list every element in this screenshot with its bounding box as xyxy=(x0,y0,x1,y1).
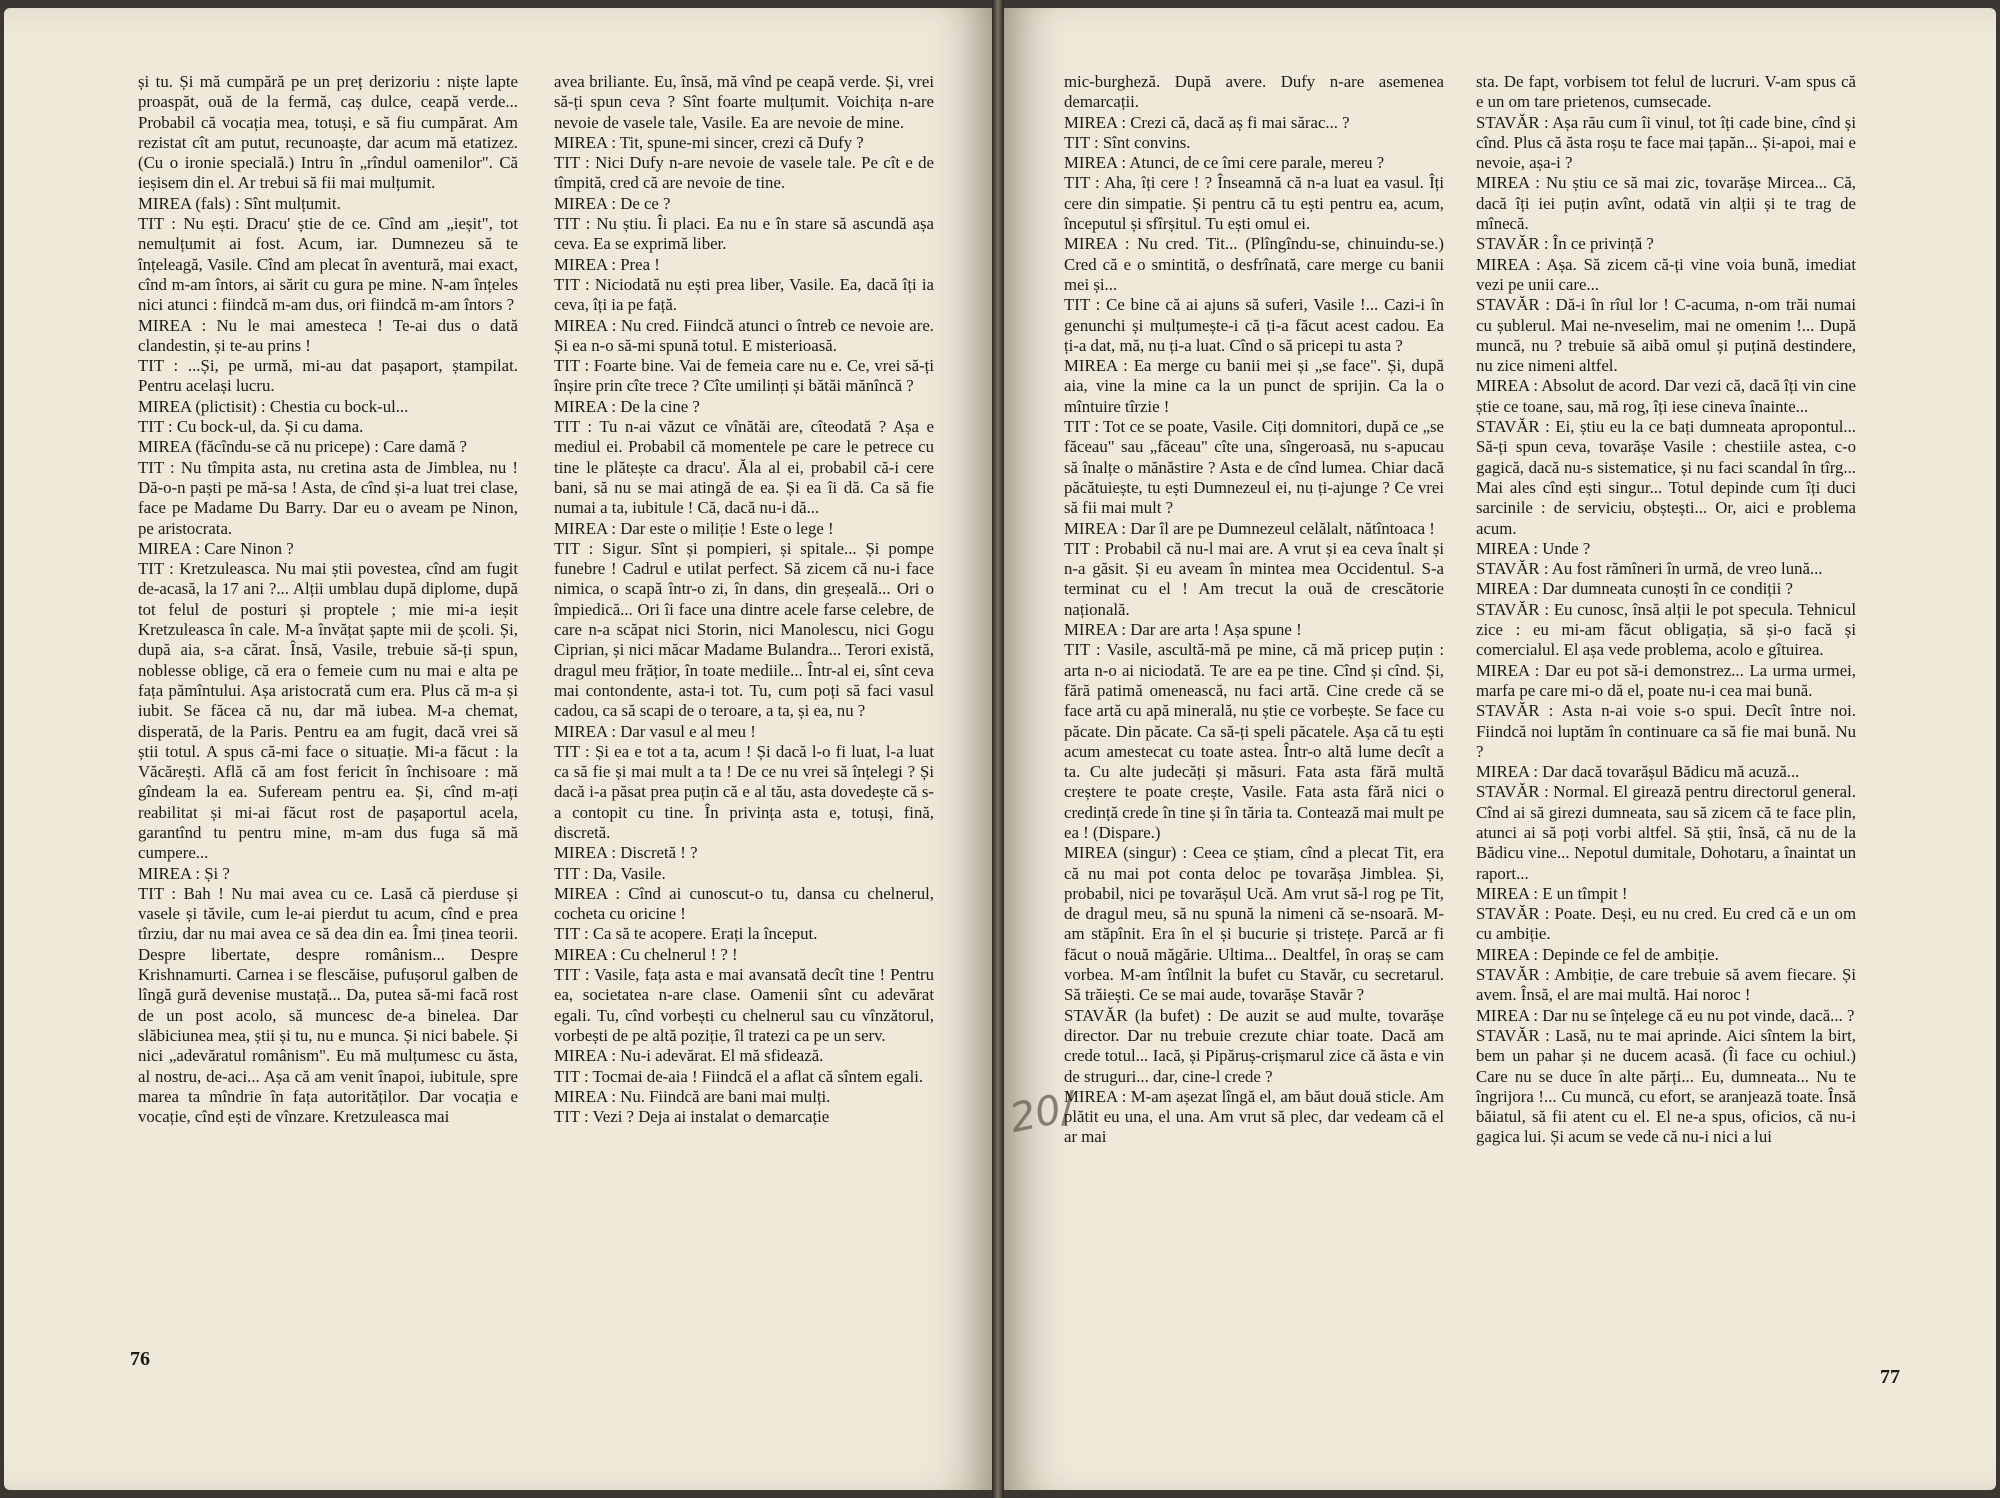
right-page xyxy=(1004,8,1996,1490)
dialogue-paragraph: TIT : Sînt convins. xyxy=(1064,132,1191,152)
dialogue-paragraph: TIT : Sigur. Sînt și pompieri, și spitale... Și pompe funebre ! Cadrul e utilat perfect. Să zicem că nu-i face nimica, o scapă într-o zi, în dans, din greșeală... Ori o împiedică... Ori îi face una dintre acele farse celebre, de care n-a scăpat nici Storin, nici Manolescu, nici Gogu Ciprian, și nici măcar Madame Bulandra... Terori există, dragul meu frățior, în toate mediile... Într-al ei, sînt ceva mai contondente, asta-i tot. Tu, cum poți să faci vasul cadou, ca să scapi de o teroare, a ta, și ea, nu ? xyxy=(554,538,934,721)
dialogue-paragraph: TIT : Da, Vasile. xyxy=(554,863,666,883)
dialogue-paragraph: MIREA : Prea ! xyxy=(554,254,660,274)
page-number: 77 xyxy=(1880,1366,1900,1388)
dialogue-paragraph: MIREA (singur) : Ceea ce știam, cînd a plecat Tit, era că nu mai pot conta deloc pe tovarășa Jimblea. Și, probabil, nici pe tovarășul Ucă. Am vrut să-l rog pe Tit, de dragul meu, să nu spună la nimeni că se-nsoară. M-am stăpînit. Era în el și bucurie și tristețe. Parcă ar fi făcut o nouă măgărie. Ultima... Dealtfel, în oraș se cam vorbea. M-am întîlnit la bufet cu Stavăr, cu secretarul. Să trăiești. Ce se mai aude, tovarășe Stavăr ? xyxy=(1064,843,1444,1005)
dialogue-paragraph: MIREA : Dar eu pot să-i demonstrez... La urma urmei, marfa pe care mi-o dă el, poate nu-i cea mai bună. xyxy=(1476,660,1856,700)
dialogue-paragraph: STAVĂR : Asta n-ai voie s-o spui. Decît între noi. Fiindcă noi luptăm în continuare ca să fie mai bună. Nu ? xyxy=(1476,701,1856,761)
dialogue-paragraph: MIREA : Atunci, de ce îmi cere parale, mereu ? xyxy=(1064,153,1385,173)
dialogue-paragraph: TIT : Nici Dufy n-are nevoie de vasele tale. Pe cît e de tîmpită, cred că are nevoie de tine. xyxy=(554,153,934,193)
dialogue-paragraph: STAVĂR : Eu cunosc, însă alții le pot specula. Tehnicul zice : eu mi-am făcut obligația, să și-o facă și comercialul. El așa vede problema, acolo e gîtuirea. xyxy=(1476,599,1856,660)
dialogue-paragraph: MIREA : Și ? xyxy=(138,863,230,883)
dialogue-paragraph: TIT : Bah ! Nu mai avea cu ce. Lasă că pierduse și vasele și tăvile, cum le-ai pierdut tu acum, cînd e prea tîrziu, dar nu mai avea ce să dea din ea. Îmi ținea teorii. Despre libertate, despre românism... Despre Krishnamurti. Carnea i se flescăise, pufușorul galben de lîngă gură devenise mustață... Da, putea să-mi facă rost de un post acolo, să muncesc de-a binelea. Dar slăbiciunea mea, știi și tu, nu e munca. Și nici babele. Și nici „adevăratul românism". Eu mă mulțumesc cu ăsta, al nostru, de-aci... Așa că am venit înapoi, iubitule, spre marea ta mîndrie în fața autorităților. Dar vocația e vocație, cînd ești de vînzare. Kretzuleasca mai xyxy=(138,883,518,1127)
dialogue-paragraph: STAVĂR : Normal. El girează pentru directorul general. Cînd ai să girezi dumneata, sau să zicem că te face plin, atunci ai să poți vorbi altfel. Să știi, însă, că nu de la Bădicu vine... Nepotul dumitale, Dohotaru, a înaintat un raport... xyxy=(1476,782,1856,883)
left-page-column-1 xyxy=(138,72,518,1127)
dialogue-paragraph: STAVĂR : Poate. Deși, eu nu cred. Eu cred că e un om cu ambiție. xyxy=(1476,904,1856,944)
dialogue-paragraph: TIT : Vezi ? Deja ai instalat o demarcație xyxy=(554,1107,830,1127)
dialogue-paragraph: TIT : Niciodată nu ești prea liber, Vasile. Ea, dacă îți ia ceva, îți ia pe față. xyxy=(554,274,934,315)
right-page-column-2 xyxy=(1476,72,1856,1148)
dialogue-paragraph: STAVĂR : Lasă, nu te mai aprinde. Aici sîntem la birt, bem un pahar și ne ducem acasă. (Îi face cu ochiul.) Care nu se duce în alte părți... Eu, dumneata... Nu te îngrijora !... Cu muncă, cu efort, se aranjează toate. Însă băiatul, să fii atent cu el. El ne-a spus, oficios, că nu-i gagica lui. Și acum se vede că nu-i nici a lui xyxy=(1476,1025,1856,1147)
dialogue-paragraph: MIREA : Absolut de acord. Dar vezi că, dacă îți vin cine știe ce toane, sau, mă rog, îți iese cineva înainte... xyxy=(1476,376,1856,416)
dialogue-paragraph: STAVĂR : Au fost rămîneri în urmă, de vreo lună... xyxy=(1476,559,1823,579)
dialogue-paragraph: MIREA : E un tîmpit ! xyxy=(1476,883,1628,903)
dialogue-paragraph: MIREA : Dar dacă tovarășul Bădicu mă acuză... xyxy=(1476,762,1800,782)
dialogue-paragraph: TIT : Nu tîmpita asta, nu cretina asta de Jimblea, nu ! Dă-o-n paști pe mă-sa ! Asta, de cînd și-a luat trei clase, face pe Madame Du Barry. Dar eu o aveam pe Ninon, pe aristocrata. xyxy=(138,457,518,538)
dialogue-paragraph: STAVĂR : Așa rău cum îi vinul, tot îți cade bine, cînd și cînd. Plus că ăsta roșu te face mai țapăn... Și-apoi, mai e nevoie, așa-i ? xyxy=(1476,112,1856,173)
dialogue-paragraph: MIREA : Crezi că, dacă aș fi mai sărac... ? xyxy=(1064,112,1350,132)
dialogue-paragraph: MIREA : Dar nu se înțelege că eu nu pot vinde, dacă... ? xyxy=(1476,1005,1855,1025)
dialogue-paragraph: MIREA : Nu-i adevărat. El mă sfidează. xyxy=(554,1046,824,1066)
dialogue-paragraph: TIT : Kretzuleasca. Nu mai știi povestea, cînd am fugit de-acasă, la 17 ani ?... Alții umblau după diplome, după tot felul de posturi și proptele ; mie mi-a ieșit Kretzuleasca în cale. M-a învățat șapte mii de școli. Și, după aia, s-a cărat. Însă, Vasile, trebuie să-ți spun, noblesse oblige, că era o femeie cum nu mai e alta pe fața pămîntului. Așa aristocrată cum era. Plus că m-a și iubit. Se făcea că nu, dar mă iubea. M-a chemat, disperată, de la Paris. Pentru ea am fugit, dacă vrei să știi totul. A spus că-mi face o situație. Mi-a făcut : la Văcărești. Află că am fost fericit în închisoare : mă gîndeam la ea. Sufeream pentru ea. Și, cînd m-ați reabilitat și mi-ai făcut rost de pașaportul acela, garantînd tu pentru mine, m-am dus fuga să mă cumpere... xyxy=(138,559,518,863)
dialogue-paragraph: MIREA : Tit, spune-mi sincer, crezi că Dufy ? xyxy=(554,132,864,152)
dialogue-paragraph: MIREA : Cu chelnerul ! ? ! xyxy=(554,944,738,964)
left-page xyxy=(4,8,992,1490)
dialogue-paragraph: TIT : Și ea e tot a ta, acum ! Și dacă l-o fi luat, l-a luat ca să fie și mai mult a ta ! De ce nu vrei să înțelegi ? Și dacă i-a păsat prea puțin că e al tău, asta dovedește că s-a contopit cu tine. În privința asta e, totuși, fină, discretă. xyxy=(554,741,934,842)
dialogue-paragraph: MIREA (plictisit) : Chestia cu bock-ul... xyxy=(138,396,409,416)
dialogue-paragraph: TIT : Vasile, ascultă-mă pe mine, că mă pricep puțin : arta n-o ai niciodată. Te are ea pe tine. Cînd și cînd. Și, fără patimă omenească, nu faci artă. Cine crede că se face artă cu apă minerală, nu știe ce vorbește. Se face cu păcate. Din păcate. Ca să-ți speli păcatele. Așa că tu ești acum amestecat cu toate astea. Într-o altă lume decît a ta. Cu alte judecăți și măsuri. Fata asta fără multă creștere te poate crește, Vasile. Fata asta fără nici o credință crede în tine și în tăria ta. Contează mai mult pe ea ! (Dispare.) xyxy=(1064,640,1444,842)
dialogue-paragraph: MIREA (făcîndu-se că nu pricepe) : Care damă ? xyxy=(138,437,467,457)
dialogue-paragraph: TIT : Ca să te acopere. Erați la început. xyxy=(554,924,818,944)
dialogue-paragraph: MIREA : Care Ninon ? xyxy=(138,538,294,558)
dialogue-paragraph: MIREA : Nu cred. Tit... (Plîngîndu-se, chinuindu-se.) Cred că e o smintită, o desfrînată, care merge cu banii mei și... xyxy=(1064,234,1444,294)
dialogue-paragraph: MIREA : Dar are arta ! Așa spune ! xyxy=(1064,620,1302,640)
dialogue-paragraph: TIT : Nu știu. Îi placi. Ea nu e în stare să ascundă așa ceva. Ea se exprimă liber. xyxy=(554,214,934,254)
dialogue-paragraph: TIT : Tu n-ai văzut ce vînătăi are, cîteodată ? Așa e mediul ei. Probabil că momentele pe care le petrece cu tine le plătește ca dracu'. Ăla al ei, probabil că-i cere bani, să nu se mai atingă de ea. Și ea îi dă. Ca să fie numai a ta, iubitule ! Că, dacă nu-i dă... xyxy=(554,417,934,518)
dialogue-paragraph: STAVĂR : În ce privință ? xyxy=(1476,234,1654,254)
dialogue-paragraph: TIT : ...Și, pe urmă, mi-au dat pașaport, ștampilat. Pentru același lucru. xyxy=(138,356,518,396)
dialogue-paragraph: TIT : Vasile, fața asta e mai avansată decît tine ! Pentru ea, societatea n-are clase. Oamenii sînt cu adevărat egali. Tu, cînd vorbești cu chelnerul sau cu vînzătorul, vorbești de pe altă poziție, îl tratezi ca pe un serv. xyxy=(554,965,934,1045)
book-gutter xyxy=(992,0,1004,1498)
pencil-margin-note: 20/ xyxy=(1005,1083,1079,1143)
dialogue-paragraph: TIT : Foarte bine. Vai de femeia care nu e. Ce, vrei să-ți înșire prin cîte trece ? Cîte umilinți și bătăi mănîncă ? xyxy=(554,356,934,396)
dialogue-paragraph: MIREA : Nu cred. Fiindcă atunci o întreb ce nevoie are. Și ea n-o să-mi spună totul. E misterioasă. xyxy=(554,315,934,355)
dialogue-paragraph: STAVĂR : Ambiție, de care trebuie să avem fiecare. Și avem. Însă, el are mai multă. Hai noroc ! xyxy=(1476,965,1856,1005)
dialogue-paragraph: MIREA : De la cine ? xyxy=(554,396,700,416)
dialogue-paragraph: MIREA : Discretă ! ? xyxy=(554,843,698,863)
dialogue-paragraph: MIREA : Dar îl are pe Dumnezeul celălalt, nătîntoaca ! xyxy=(1064,518,1435,538)
dialogue-paragraph: STAVĂR : Ei, știu eu la ce bați dumneata apropontul... Să-ți spun ceva, tovarășe Vasile : chestiile astea, c-o gagică, dacă nu-s sistematice, și nu faci scandal în tîrg... Mai ales cînd ești singur... Totul depinde cum îți duci sarcinile : de serviciu, obștești... Or, aici e problema acum. xyxy=(1476,417,1856,538)
dialogue-paragraph: MIREA : Dar vasul e al meu ! xyxy=(554,721,756,741)
dialogue-paragraph: TIT : Nu ești. Dracu' știe de ce. Cînd am „ieșit", tot nemulțumit ai fost. Acum, iar. Dumnezeu să te înțeleagă, Vasile. Cînd am plecat în aventură, mai exact, cînd m-am întors, ai sărit cu gura pe mine. N-am înțeles nici atunci : fiindcă m-am dus, ori fiindcă m-am întors ? xyxy=(138,214,518,315)
dialogue-paragraph: STAVĂR : Dă-i în rîul lor ! C-acuma, n-om trăi numai cu șublerul. Mai ne-nveselim, mai ne omenim !... După muncă, nu ? trebuie să aibă omul și puțină destindere, nu zice nimeni altfel. xyxy=(1476,295,1856,376)
dialogue-paragraph: MIREA : M-am așezat lîngă el, am băut două sticle. Am plătit eu una, el una. Am vrut să plec, dar vedeam că el ar mai xyxy=(1064,1086,1444,1147)
dialogue-paragraph: MIREA (fals) : Sînt mulțumit. xyxy=(138,193,341,213)
page-number: 76 xyxy=(130,1348,150,1370)
dialogue-paragraph: avea briliante. Eu, însă, mă vînd pe ceapă verde. Și, vrei să-ți spun ceva ? Sînt foarte mulțumit. Voichița n-are nevoie de vasele tale, Vasile. Ea are nevoie de mine. xyxy=(554,72,934,132)
dialogue-paragraph: MIREA : Cînd ai cunoscut-o tu, dansa cu chelnerul, cocheta cu oricine ! xyxy=(554,883,934,924)
dialogue-paragraph: MIREA : Așa. Să zicem că-ți vine voia bună, imediat vezi pe unii care... xyxy=(1476,254,1856,294)
dialogue-paragraph: sta. De fapt, vorbisem tot felul de lucruri. V-am spus că e un om tare prietenos, cumsecade. xyxy=(1476,72,1856,112)
dialogue-paragraph: MIREA : Depinde ce fel de ambiție. xyxy=(1476,944,1719,964)
left-page-column-2 xyxy=(554,72,934,1127)
dialogue-paragraph: și tu. Și mă cumpără pe un preț derizoriu : niște lapte proaspăt, ouă de la fermă, caș dulce, ceapă verde... Probabil că vocația mea, totuși, e să fiu cumpărat. Am rezistat cît am putut, recunoaște, dar acum mă etatizez. (Cu o ironie specială.) Intru în „rîndul oamenilor". Că ieșisem din el. Ar trebui să fii mai mulțumit. xyxy=(138,72,518,193)
dialogue-paragraph: mic-burgheză. După avere. Dufy n-are asemenea demarcații. xyxy=(1064,72,1444,112)
dialogue-paragraph: MIREA : Nu le mai amesteca ! Te-ai dus o dată clandestin, și te-au prins ! xyxy=(138,315,518,355)
dialogue-paragraph: MIREA : Nu știu ce să mai zic, tovarășe Mircea... Că, dacă îți iei puțin avînt, odată vin alții și te trag de mînecă. xyxy=(1476,173,1856,234)
dialogue-paragraph: MIREA : Ea merge cu banii mei și „se face". Și, după aia, vine la mine ca la un punct de sprijin. Ca la o mîntuire tîrzie ! xyxy=(1064,356,1444,416)
dialogue-paragraph: STAVĂR (la bufet) : De auzit se aud multe, tovarășe director. Dar nu trebuie crezute chiar toate. Dacă am crede totul... Iacă, și Pipăruș-crișmarul zice că ăsta e vin de struguri... dar, cine-l crede ? xyxy=(1064,1005,1444,1086)
dialogue-paragraph: MIREA : Unde ? xyxy=(1476,538,1591,558)
dialogue-paragraph: MIREA : Dar este o miliție ! Este o lege ! xyxy=(554,518,834,538)
dialogue-paragraph: TIT : Cu bock-ul, da. Și cu dama. xyxy=(138,417,364,437)
dialogue-paragraph: MIREA : Dar dumneata cunoști în ce condiții ? xyxy=(1476,579,1793,599)
dialogue-paragraph: TIT : Aha, îți cere ! ? Înseamnă că n-a luat ea vasul. Îți cere din simpatie. Și pentru că tu ești pentru ea, acum, începutul și sfîrșitul. Tu ești omul ei. xyxy=(1064,173,1444,234)
dialogue-paragraph: MIREA : Nu. Fiindcă are bani mai mulți. xyxy=(554,1086,831,1106)
dialogue-paragraph: TIT : Tot ce se poate, Vasile. Ciți domnitori, după ce „se făceau" sau „făceau" cîte una, sîngeroasă, nu s-apucau să înalțe o mănăstire ? Asta e de cînd lumea. Chiar dacă păcătuiește, tu ești Dumnezeul ei, nu ți-ajunge ? Ce vrei să fii mai mult ? xyxy=(1064,417,1444,518)
dialogue-paragraph: MIREA : De ce ? xyxy=(554,193,671,213)
dialogue-paragraph: TIT : Probabil că nu-l mai are. A vrut și ea ceva înalt și n-a găsit. Și eu aveam în mintea mea Occidentul. S-a terminat cu el ! Am trecut la ouă de crescătorie națională. xyxy=(1064,538,1444,619)
dialogue-paragraph: TIT : Tocmai de-aia ! Fiindcă el a aflat că sîntem egali. xyxy=(554,1066,924,1086)
dialogue-paragraph: TIT : Ce bine că ai ajuns să suferi, Vasile !... Cazi-i în genunchi și mulțumește-i că ți-a făcut acest cadou. Ea ți-a dat, mă, nu ți-a luat. Cînd o să pricepi tu asta ? xyxy=(1064,295,1444,355)
right-page-column-1 xyxy=(1064,72,1444,1148)
